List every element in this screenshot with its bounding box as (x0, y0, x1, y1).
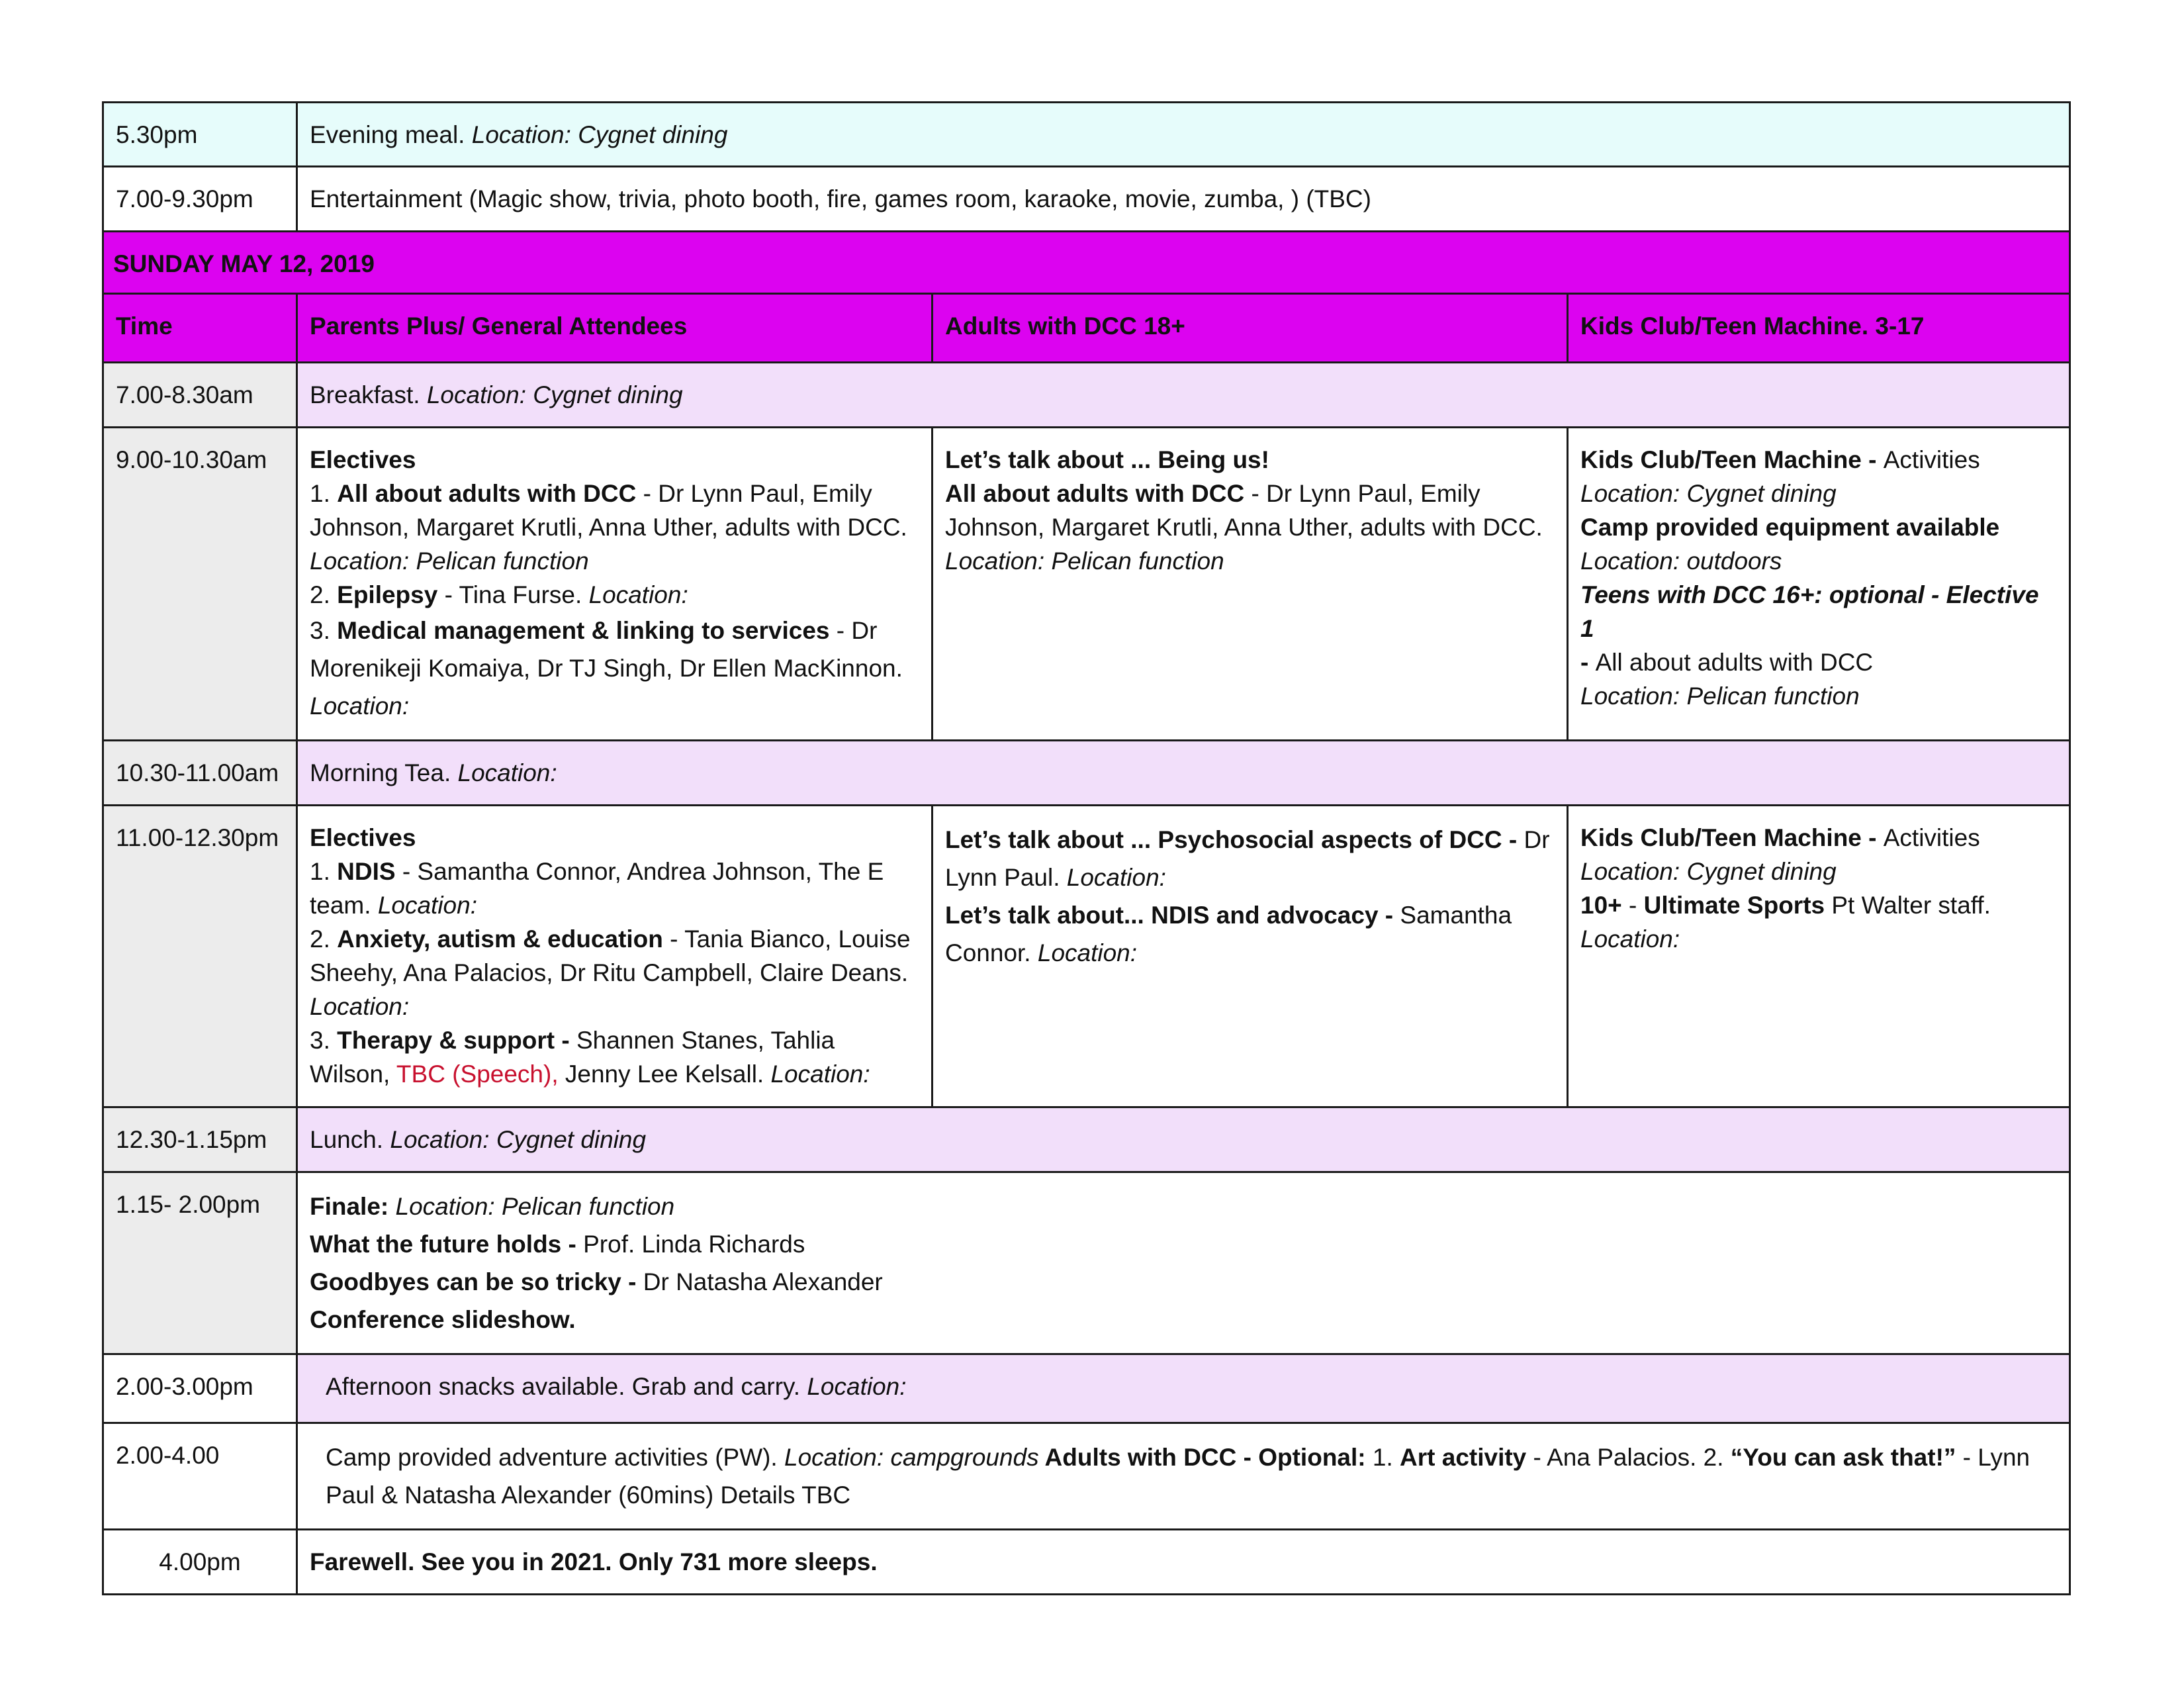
header-time: Time (103, 294, 297, 363)
time-cell: 4.00pm (103, 1530, 297, 1595)
session1-parents-cell: Electives 1. All about adults with DCC - Dr Lynn Paul, Emily Johnson, Margaret Krutli, Anna Uther, adults with DCC. Location: Pelican function 2. Epilepsy - Tina Furse. Location: 3. Medical management & linking to services - Dr Morenikeji Komaiya, Dr TJ Singh, Dr Ellen MacKinnon. Location: (297, 428, 933, 741)
row-farewell (103, 1530, 2070, 1595)
time-cell: 5.30pm (103, 103, 297, 167)
session2-adults-cell: Let’s talk about ... Psychosocial aspects of DCC - Dr Lynn Paul. Location: Let’s talk about... NDIS and advocacy - Samantha Connor. Location: (933, 806, 1568, 1107)
event-cell: Camp provided adventure activities (PW). Location: campgrounds Adults with DCC - Optional: 1. Art activity - Ana Palacios. 2. “You can ask that!” - Lynn Paul & Natasha Alexander (60mins) Details TBC (297, 1423, 2070, 1530)
column-header-row (103, 294, 2070, 363)
row-session-2 (103, 806, 2070, 1107)
time-cell: 1.15- 2.00pm (103, 1172, 297, 1354)
schedule-table (102, 101, 2071, 1595)
time-cell: 2.00-3.00pm (103, 1354, 297, 1423)
time-cell: 9.00-10.30am (103, 428, 297, 741)
time-cell: 12.30-1.15pm (103, 1107, 297, 1172)
event-cell: Lunch. Location: Cygnet dining (297, 1107, 2070, 1172)
elective-item: 3. Therapy & support - Shannen Stanes, Tahlia Wilson, TBC (Speech), Jenny Lee Kelsall. Location: (310, 1027, 870, 1088)
time-cell: 7.00-9.30pm (103, 167, 297, 232)
row-finale (103, 1172, 2070, 1354)
session2-parents-cell: Electives 1. NDIS - Samantha Connor, Andrea Johnson, The E team. Location: 2. Anxiety, autism & education - Tania Bianco, Louise Sheehy, Ana Palacios, Dr Ritu Campbell, Claire Deans. Location: 3. Therapy & support - Shannen Stanes, Tahlia Wilson, TBC (Speech), Jenny Lee Kelsall. Location: (297, 806, 933, 1107)
header-adults: Adults with DCC 18+ (933, 294, 1568, 363)
time-cell: 7.00-8.30am (103, 363, 297, 428)
time-cell: 10.30-11.00am (103, 741, 297, 806)
row-entertainment (103, 167, 2070, 232)
finale-cell: Finale: Location: Pelican function What the future holds - Prof. Linda Richards Goodbyes can be so tricky - Dr Natasha Alexander Conference slideshow. (297, 1172, 2070, 1354)
event-cell: Breakfast. Location: Cygnet dining (297, 363, 2070, 428)
elective-item: 2. Anxiety, autism & education - Tania Bianco, Louise Sheehy, Ana Palacios, Dr Ritu Campbell, Claire Deans. Location: (310, 925, 911, 1020)
session2-kids-cell: Kids Club/Teen Machine - Activities Location: Cygnet dining 10+ - Ultimate Sports Pt Walter staff. Location: (1568, 806, 2070, 1107)
time-cell: 2.00-4.00 (103, 1423, 297, 1530)
event-cell: Afternoon snacks available. Grab and carry. Location: (297, 1354, 2070, 1423)
row-morning-tea (103, 741, 2070, 806)
row-breakfast (103, 363, 2070, 428)
session1-kids-cell: Kids Club/Teen Machine - Activities Location: Cygnet dining Camp provided equipment available Location: outdoors Teens with DCC 16+: optional - Elective 1 - All about adults with DCC Location: Pelican function (1568, 428, 2070, 741)
header-kids: Kids Club/Teen Machine. 3-17 (1568, 294, 2070, 363)
session1-adults-cell: Let’s talk about ... Being us! All about adults with DCC - Dr Lynn Paul, Emily Johnson, Margaret Krutli, Anna Uther, adults with DCC. Location: Pelican function (933, 428, 1568, 741)
row-evening-meal (103, 103, 2070, 167)
time-cell: 11.00-12.30pm (103, 806, 297, 1107)
row-session-1 (103, 428, 2070, 741)
header-parents: Parents Plus/ General Attendees (297, 294, 933, 363)
event-cell: Morning Tea. Location: (297, 741, 2070, 806)
day-heading: SUNDAY MAY 12, 2019 (103, 232, 2070, 294)
elective-item: 2. Epilepsy - Tina Furse. Location: (310, 581, 688, 608)
elective-item: 1. NDIS - Samantha Connor, Andrea Johnson, The E team. Location: (310, 858, 884, 919)
day-heading-row (103, 232, 2070, 294)
elective-item: 1. All about adults with DCC - Dr Lynn Paul, Emily Johnson, Margaret Krutli, Anna Uther, adults with DCC. Location: Pelican function (310, 480, 907, 575)
row-snacks (103, 1354, 2070, 1423)
row-lunch (103, 1107, 2070, 1172)
elective-item: 3. Medical management & linking to services - Dr Morenikeji Komaiya, Dr TJ Singh, Dr Ellen MacKinnon. Location: (310, 617, 903, 720)
event-cell: Farewell. See you in 2021. Only 731 more sleeps. (297, 1530, 2070, 1595)
row-adventure (103, 1423, 2070, 1530)
event-cell: Evening meal. Location: Cygnet dining (297, 103, 2070, 167)
event-cell: Entertainment (Magic show, trivia, photo booth, fire, games room, karaoke, movie, zumba, ) (TBC) (297, 167, 2070, 232)
